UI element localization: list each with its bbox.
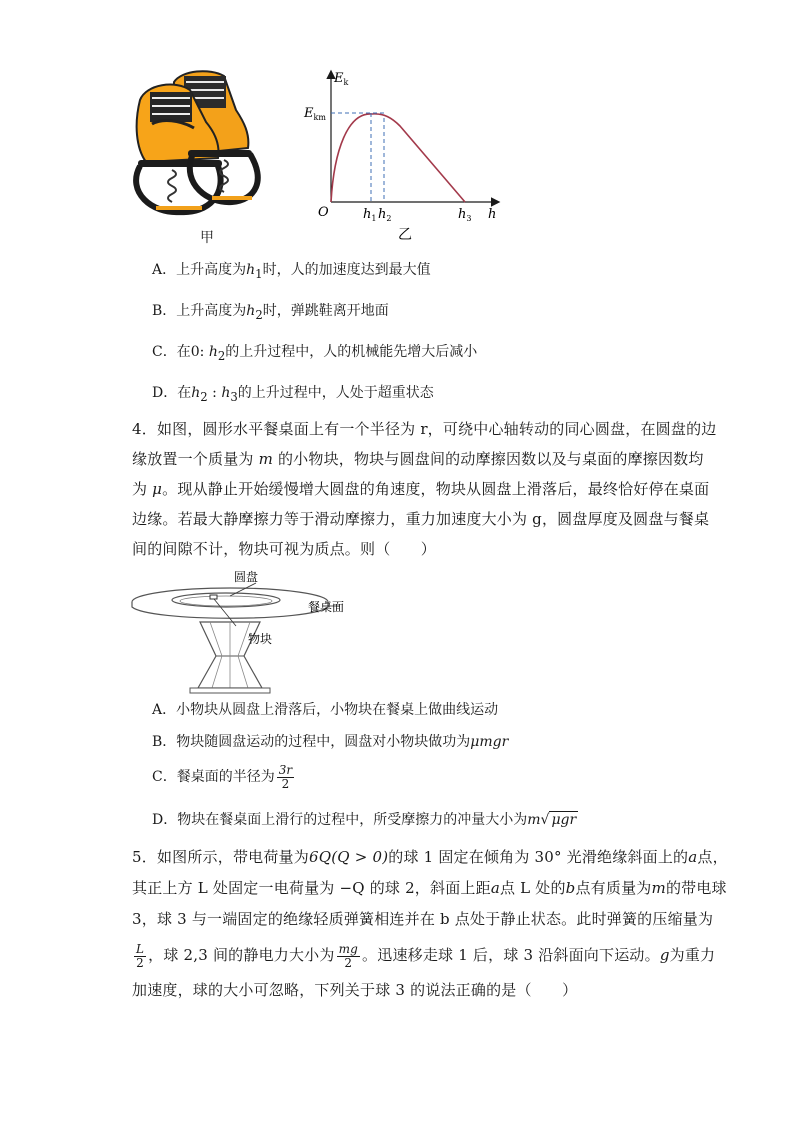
ek-curve [331, 114, 465, 202]
q3-option-c[interactable]: C．在0: $h_2$的上升过程中，人的机械能先增大后减小 [152, 344, 478, 363]
h2-label: $h_2$ [378, 207, 392, 223]
figure-jia-caption: 甲 [200, 230, 214, 246]
small-block [210, 595, 217, 599]
q3-option-a[interactable]: A．上升高度为$h_1$时，人的加速度达到最大值 [152, 262, 431, 281]
block-label: 物块 [248, 632, 273, 646]
figure-yi-caption: 乙 [398, 227, 412, 243]
tabletop-label: 餐桌面 [308, 600, 345, 614]
y-axis-label: $E_k$ [334, 71, 349, 87]
h3-label: $h_3$ [458, 207, 472, 223]
q4-option-a[interactable]: A．小物块从圆盘上滑落后，小物块在餐桌上做曲线运动 [152, 702, 499, 718]
shoe-back-sole [188, 150, 252, 157]
q4-option-b[interactable]: B．物块随圆盘运动的过程中，圆盘对小物块做功为μmgr [152, 734, 509, 750]
front-bow-spring [136, 166, 221, 212]
origin-label: O [318, 205, 329, 220]
shoe-front-sole [138, 160, 222, 167]
rotating-table-figure [130, 566, 370, 696]
q3-option-d[interactable]: D．在$h_2$ : $h_3$的上升过程中，人处于超重状态 [152, 385, 434, 404]
ekm-label: $E_{km}$ [304, 106, 326, 122]
ek-h-graph [300, 66, 510, 244]
jump-shoe-figure [132, 62, 272, 220]
q4-option-d[interactable]: D．物块在餐桌面上滑行的过程中，所受摩擦力的冲量大小为m√ μgr [152, 812, 577, 828]
h1-label: $h_1$ [363, 207, 377, 223]
q5-stem: 5．如图所示，带电荷量为6Q(Q > 0)的球 1 固定在倾角为 30° 光滑绝缘斜面上的a点， 其正上方 L 处固定一电荷量为 −Q 的球 2，斜面上距a点 L 处的b点有质量为m的带电球 3，球 3 与一端固定的绝缘轻质弹簧相连并在 b 点处于静止状态。此时弹簧的压缩量为 $\frac{L}{2}$ ，球 2,3 间的静电力大小为 $\frac{mg}{2}$ 。迅速移走球 1 后，球 3 沿斜面向下运动。g为重力 加速度，球的大小可忽略，下列关于球 3 的说法正确的是（ ） [132, 848, 728, 999]
q4-option-c[interactable]: C．餐桌面的半径为 $\frac{3r}{2}$ [152, 762, 293, 791]
disk-label: 圆盘 [234, 570, 259, 584]
q3-option-b[interactable]: B．上升高度为$h_2$时，弹跳鞋离开地面 [152, 303, 389, 322]
x-axis-label: h [488, 207, 497, 222]
q4-stem: 4．如图，圆形水平餐桌面上有一个半径为 r，可绕中心轴转动的同心圆盘，在圆盘的边 缘放置一个质量为 m 的小物块，物块与圆盘间的动摩擦因数以及与桌面的摩擦因数均 为 μ。现从静止开始缓慢增大圆盘的角速度，物块从圆盘上滑落后，最终恰好停在桌面 边缘。若最大静摩擦力等于滑动摩擦力，重力加速度大小为 g，圆盘厚度及圆盘与餐桌 间的间隙不计，物块可视为质点。则（ ） [132, 420, 717, 558]
turntable-disk [172, 593, 280, 607]
